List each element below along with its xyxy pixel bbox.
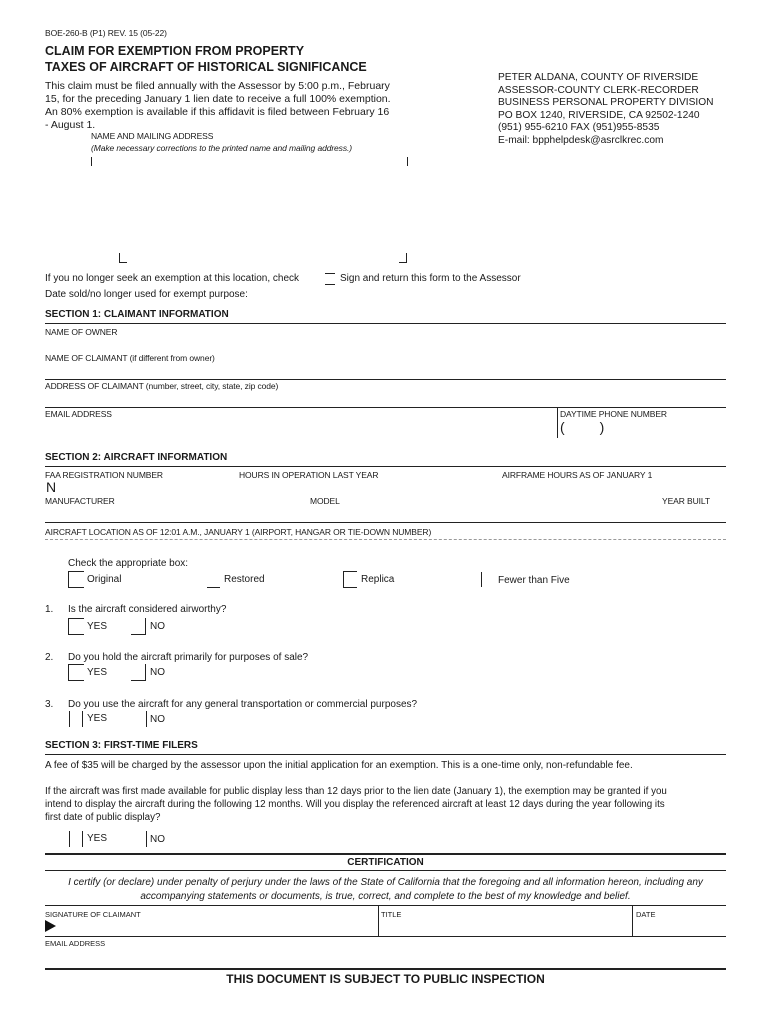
question2-text: Do you hold the aircraft primarily for purposes of sale? <box>68 652 309 663</box>
hours-label: HOURS IN OPERATION LAST YEAR <box>239 470 379 480</box>
assessor-contact: PETER ALDANA, COUNTY OF RIVERSIDE ASSESSOR-COUNTY CLERK-RECORDER BUSINESS PERSONAL PROPERTY DIVISION PO BOX 1240, RIVERSIDE, CA 92502-1240 (951) 955-6210 FAX (951)955-8535 E-mail: bpphelpdesk@asrclkrec.com <box>498 72 714 146</box>
restored-checkbox[interactable] <box>207 571 220 588</box>
date-sold-label: Date sold/no longer used for exempt purpose: <box>45 289 248 300</box>
address-corner-tl <box>91 157 92 166</box>
manufacturer-label: MANUFACTURER <box>45 496 115 506</box>
no-longer-instruction: Sign and return this form to the Assessor <box>340 273 521 284</box>
q1-no-label: NO <box>150 621 165 632</box>
owner-name-field[interactable] <box>45 337 726 352</box>
q2-yes-checkbox[interactable] <box>68 664 84 681</box>
certification-title: CERTIFICATION <box>347 857 424 868</box>
s3-no-checkbox[interactable] <box>146 831 147 847</box>
original-checkbox[interactable] <box>68 571 84 588</box>
claimant-address-field[interactable] <box>45 392 726 407</box>
section3-title: SECTION 3: FIRST-TIME FILERS <box>45 740 198 751</box>
name-address-note: (Make necessary corrections to the printed name and mailing address.) <box>91 143 352 153</box>
form-title-line1: CLAIM FOR EXEMPTION FROM PROPERTY <box>45 44 305 58</box>
claimant-name-field[interactable] <box>45 364 726 379</box>
claimant-address-label: ADDRESS OF CLAIMANT (number, street, city, state, zip code) <box>45 381 279 391</box>
model-label: MODEL <box>310 496 340 506</box>
q3-yes-label: YES <box>87 713 108 724</box>
s3-yes-checkbox[interactable] <box>69 831 70 847</box>
name-address-label: NAME AND MAILING ADDRESS <box>91 131 214 141</box>
certification-statement: I certify (or declare) under penalty of perjury under the laws of the State of California that the foregoing and all information hereon, including any accompanying statements or documents, is true, correct, and complete to the best of my knowledge and belief. <box>68 877 703 902</box>
q2-yes-label: YES <box>87 667 108 678</box>
type-fewer-than-five: Fewer than Five <box>498 575 570 586</box>
q2-no-checkbox[interactable] <box>131 664 146 681</box>
section2-title: SECTION 2: AIRCRAFT INFORMATION <box>45 452 228 463</box>
signature-field[interactable] <box>60 918 375 934</box>
form-title-line2: TAXES OF AIRCRAFT OF HISTORICAL SIGNIFICANCE <box>45 60 367 74</box>
fee-statement: A fee of $35 will be charged by the assessor upon the initial application for an exemption. This is a one-time only, non-refundable fee. <box>45 760 633 771</box>
address-corner-bl <box>119 253 127 263</box>
type-restored: Restored <box>224 574 265 585</box>
address-corner-tr <box>407 157 408 166</box>
no-longer-text: If you no longer seek an exemption at this location, check <box>45 273 300 284</box>
question3-text: Do you use the aircraft for any general transportation or commercial purposes? <box>68 699 418 710</box>
public-inspection-footer: THIS DOCUMENT IS SUBJECT TO PUBLIC INSPECTION <box>226 972 545 986</box>
q3-no-checkbox[interactable] <box>146 711 147 727</box>
signature-arrow-icon <box>45 920 56 932</box>
type-replica: Replica <box>361 574 395 585</box>
claimant-name-label: NAME OF CLAIMANT (if different from owner) <box>45 353 215 363</box>
q3-no-label: NO <box>150 714 165 725</box>
year-built-label: YEAR BUILT <box>662 496 710 506</box>
q1-yes-checkbox[interactable] <box>68 618 84 635</box>
q3-yes-checkbox[interactable] <box>69 711 70 727</box>
airframe-label: AIRFRAME HOURS AS OF JANUARY 1 <box>502 470 653 480</box>
no-longer-checkbox[interactable] <box>325 273 335 285</box>
title-label: TITLE <box>381 910 402 919</box>
fewer-than-five-checkbox[interactable] <box>481 572 482 587</box>
signature-label: SIGNATURE OF CLAIMANT <box>45 910 141 919</box>
check-label: Check the appropriate box: <box>68 558 189 569</box>
question1-number: 1. <box>45 604 54 615</box>
s3-no-label: NO <box>150 834 165 845</box>
type-original: Original <box>87 574 122 585</box>
question3-number: 3. <box>45 699 54 710</box>
filing-instructions: This claim must be filed annually with the Assessor by 5:00 p.m., February 15, for the preceding January 1 lien date to receive a full 100% exemption. An 80% exemption is available if this affidavit is filed between February 16 - August 1. <box>45 80 391 131</box>
question1-text: Is the aircraft considered airworthy? <box>68 604 227 615</box>
aircraft-location-label: AIRCRAFT LOCATION AS OF 12:01 A.M., JANUARY 1 (AIRPORT, HANGAR OR TIE-DOWN NUMBER) <box>45 527 432 537</box>
section1-title: SECTION 1: CLAIMANT INFORMATION <box>45 309 229 320</box>
phone-label: DAYTIME PHONE NUMBER <box>560 409 667 419</box>
email-field[interactable] <box>45 420 555 436</box>
q2-no-label: NO <box>150 667 165 678</box>
email-label: EMAIL ADDRESS <box>45 409 112 419</box>
address-corner-br <box>399 253 407 263</box>
replica-checkbox[interactable] <box>343 571 357 588</box>
public-display-question: If the aircraft was first made available for public display less than 12 days prior to the lien date (January 1), the exemption may be granted if you intend to display the aircraft during the following 12 months. Will you display the referenced aircraft at least 12 days during the year following its first date of public display? <box>45 786 667 823</box>
faa-label: FAA REGISTRATION NUMBER <box>45 470 163 480</box>
faa-prefix[interactable]: N <box>46 479 57 495</box>
date-label: DATE <box>636 910 656 919</box>
q1-no-checkbox[interactable] <box>131 618 146 635</box>
cert-email-label: EMAIL ADDRESS <box>45 939 106 948</box>
owner-name-label: NAME OF OWNER <box>45 327 118 337</box>
question2-number: 2. <box>45 652 54 663</box>
q1-yes-label: YES <box>87 621 108 632</box>
phone-field[interactable]: ( ) <box>560 419 605 435</box>
s3-yes-label: YES <box>87 833 108 844</box>
form-id: BOE-260-B (P1) REV. 15 (05-22) <box>45 28 167 38</box>
